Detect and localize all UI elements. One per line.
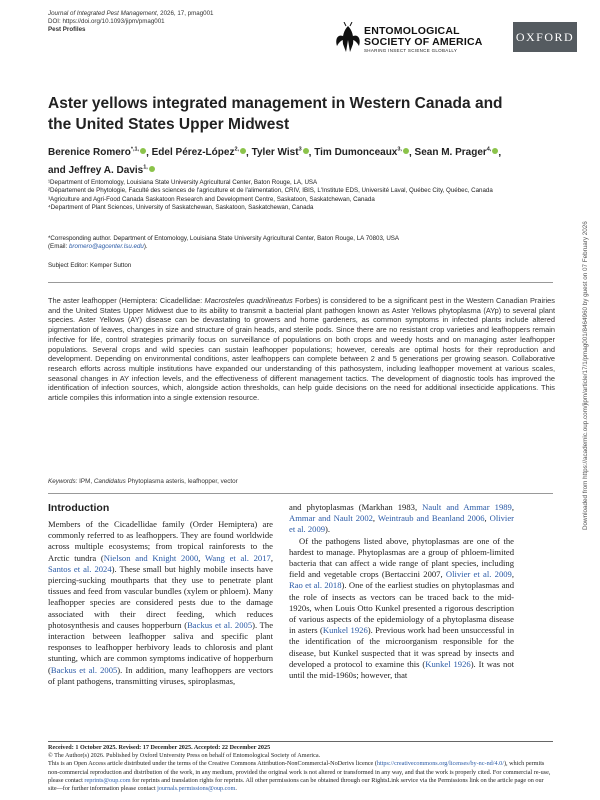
journal-name: Journal of Integrated Pest Management [48, 10, 157, 17]
esa-tagline: SHARING INSECT SCIENCE GLOBALLY [364, 48, 458, 53]
divider [48, 493, 553, 494]
license-link[interactable]: https://creativecommons.org/licenses/by-nc-nd/4.0/ [376, 760, 504, 768]
abstract: The aster leafhopper (Hemiptera: Cicadellidae: Macrosteles quadrilineatus Forbes) is considered to be a significant pest in the Western Canadian Prairies and the United States Upper Midwest due to its ability to transmit a bacterial plant pathogen known as Aster Yellows phytoplasma (AYp) to several plant species. Aster Yellows (AY) disease can be devastating to growers and home gardeners, as common symptoms in infected plants include altered pigmentation of leaves, changes in size and structure of grain heads, and sterile pods. Since there are no resistant crop varieties and leafhoppers remain infective for life, control strategies primarily focus on surveillance of populations on both crops and weedy hosts and on managing aster leafhopper populations. Several crops and wild species can sustain leafhopper populations; however, cereals are optimal hosts for their reproduction and development. Depending on environmental conditions, aster leafhoppers can complete between 2 and 5 generations per growing season. Collaborative research efforts across multiple institutions have expanded our understanding of this pathosystem, including leafhopper movement at various scales, seasonal changes in AY infection levels, and the effectiveness of different management tactics. The development of diagnostic tools has improved the identification of infection sources, which, alongside action thresholds, can help guide decisions on the need for additional insecticide applications. This article compiles this information into a single extension resource. [48, 296, 555, 403]
esa-insect-icon [334, 22, 362, 56]
download-note: Downloaded from https://academic.oup.com/jipm/article/17/1/pmag001/8464960 by guest on 07 February 2026 [582, 221, 589, 530]
doi-link[interactable]: DOI: https://doi.org/10.1093/jipm/pmag001 [48, 18, 165, 25]
body-left-column: Members of the Cicadellidae family (Order Hemiptera) are commonly referred to as leafhoppers. They are found worldwide across multiple ecosystems; from tropical rainforests to the Arctic tundra (Nielson and Knight 2000, Wang et al. 2017, Santos et al. 2024). These small but highly mobile insects have piercing-sucking mouthparts that they use to penetrate plant tissues and feed from vascular bundles (xylem or phloem). Many leafhopper species are considered pests due to the damage associated with their direct feeding, which reduces photosynthesis and causes hopperburn (Backus et al. 2005). The interaction between leafhopper saliva and specific plant responses to leafhopper herbivory leads to chlorosis and plant stunting, which are common symptoms indicative of hopperburn (Backus et al. 2005). In addition, many leafhoppers are vectors of plant pathogens, transmitting viruses, spiroplasmas, [48, 519, 274, 686]
citation-link[interactable]: Santos et al. 2024 [48, 563, 112, 574]
esa-name-line2: SOCIETY OF AMERICA [364, 35, 483, 48]
author[interactable]: Tim Dumonceaux$^{3,}$ [314, 147, 409, 158]
journal-citation: , 2026, 17, pmag001 [156, 10, 214, 17]
orcid-icon[interactable] [240, 148, 246, 154]
affiliation: ¹Department of Entomology, Louisiana State University Agricultural Center, Baton Rouge, LA, USA [48, 179, 318, 186]
reprints-email-link[interactable]: reprints@oup.com [84, 776, 131, 784]
permissions-email-link[interactable]: journals.permissions@oup.com [157, 785, 236, 793]
citation-link[interactable]: Nielson and Knight 2000 [103, 552, 199, 563]
footer-license: Received: 1 October 2025. Revised: 17 December 2025. Accepted: 22 December 2025 © The Author(s) 2026. Published by Oxford University Press on behalf of Entomological Society of America. This is an Open Access article distributed under the terms of the Creative Commons Attribution-NonCommercial-NoDerivs licence (https://creativecommons.org/licenses/by-nc-nd/4.0/), which permits non-commercial reproduction and distribution of the work, in any medium, provided the original work is not altered or transformed in any way, and that the work is properly cited. For commercial re-use, please contact reprints@oup.com for reprints and translation rights for reprints. All other permissions can be obtained through our RightsLink service via the Permissions link on the article page on our site—for further information please contact journals.permissions@oup.com. [48, 744, 553, 793]
copyright: © The Author(s) 2026. Published by Oxford University Press on behalf of Entomological Society of America. [48, 752, 321, 760]
keywords: Keywords: IPM, Candidatus Phytoplasma asteris, leafhopper, vector [48, 478, 238, 485]
affiliation: ²Département de Phytologie, Faculté des sciences de l'agriculture et de l'alimentation, CRIV, IBIS, L'Institute EDS, Université Laval, Québec City, Québec, Canada [48, 187, 493, 195]
section-heading: Introduction [48, 502, 110, 514]
subject-editor: Subject Editor: Kemper Sutton [48, 262, 132, 269]
citation-link[interactable]: Backus et al. 2005 [50, 664, 118, 675]
citation-link[interactable]: Kunkel 1926 [322, 625, 368, 636]
correspondence: *Corresponding author. Department of Entomology, Louisiana State University Agricultural Center, Baton Rouge, LA 70803, USA (Email: bromero@agcenter.lsu.edu). [48, 235, 538, 252]
divider [48, 282, 553, 283]
citation-link[interactable]: Backus et al. 2005 [187, 619, 253, 630]
author[interactable]: Edel Pérez-López$^{2,}$ [152, 147, 246, 158]
oxford-logo: OXFORD [513, 22, 577, 52]
affiliations [48, 179, 538, 212]
citation-link[interactable]: Olivier et al. 2009 [289, 513, 514, 535]
affiliation: ⁴Department of Plant Sciences, University of Saskatchewan, Saskatoon, Saskatchewan, Canada [48, 203, 314, 211]
citation-link[interactable]: Rao et al. 2018 [289, 580, 342, 591]
body-right-column: and phytoplasmas (Markhan 1983, Nault and Ammar 1989, Ammar and Nault 2002, Weintraub and Beanland 2006, Olivier et al. 2009). Of the pathogens listed above, phytoplasmas are one of the hardest to manage. Phytoplasmas are a group of phloem-limited bacteria that can affect a wide range of plant species, including field and vegetable crops (Bertaccini 2007, Olivier et al. 2009, Rao et al. 2018). One of the earliest studies on phytoplasmas and the role of insects as vectors can be traced back to the mid-1920s, when Louis Otto Kunkel presented a rigorous description of various aspects of the epidemiology of a phytoplasma disease in asters (Kunkel 1926). Previous work had been unsuccessful in the identification of the microorganism responsible for the disease, but Kunkel suspected that it was spread by insects and developed a protocol to examine this (Kunkel 1926). It was not until the mid-1960s; however, that [289, 502, 515, 681]
orcid-icon[interactable] [303, 148, 309, 154]
author-list: Berenice Romero$^{*,1,}$ , Edel Pérez-López$^{2,}$ , Tyler Wist$^3$ , Tim Dumonceaux$^{3,}$ , Sean M. Prager$^{4,}$ , and Jeffrey A. Davis$^{1,}$ [48, 147, 502, 177]
esa-name-line1: ENTOMOLOGICAL [364, 25, 460, 37]
author[interactable]: Sean M. Prager$^{4,}$ [415, 147, 499, 158]
citation-link[interactable]: Kunkel 1926 [425, 658, 471, 669]
article-dates: Received: 1 October 2025. Revised: 17 December 2025. Accepted: 22 December 2025 [48, 744, 271, 751]
footer-divider [48, 741, 553, 742]
journal-header [48, 10, 213, 34]
email-link[interactable]: bromero@agcenter.lsu.edu [68, 243, 144, 251]
citation-link[interactable]: Ammar and Nault 2002 [289, 513, 373, 524]
author[interactable]: and Jeffrey A. Davis$^{1,}$ [48, 165, 155, 176]
author[interactable]: Tyler Wist$^3$ [252, 147, 309, 158]
affiliation: ³Agriculture and Agri-Food Canada Saskatoon Research and Development Centre, Saskatoon, Saskatchewan, Canada [48, 195, 375, 203]
esa-logo [334, 22, 504, 58]
article-title: Aster yellows integrated management in Western Canada and the United States Upper Midwest [48, 95, 503, 133]
citation-link[interactable]: Nault and Ammar 1989 [422, 502, 512, 512]
orcid-icon[interactable] [492, 148, 498, 154]
article-type: Pest Profiles [48, 26, 86, 33]
citation-link[interactable]: Wang et al. 2017 [205, 552, 271, 563]
citation-link[interactable]: Olivier et al. 2009 [445, 569, 512, 580]
orcid-icon[interactable] [140, 148, 146, 154]
orcid-icon[interactable] [403, 148, 409, 154]
orcid-icon[interactable] [149, 166, 155, 172]
author[interactable]: Berenice Romero$^{*,1,}$ [48, 147, 146, 158]
corresponding-author: *Corresponding author. Department of Entomology, Louisiana State University Agricultural Center, Baton Rouge, LA 70803, USA [48, 235, 400, 242]
citation-link[interactable]: Weintraub and Beanland 2006 [377, 513, 485, 524]
